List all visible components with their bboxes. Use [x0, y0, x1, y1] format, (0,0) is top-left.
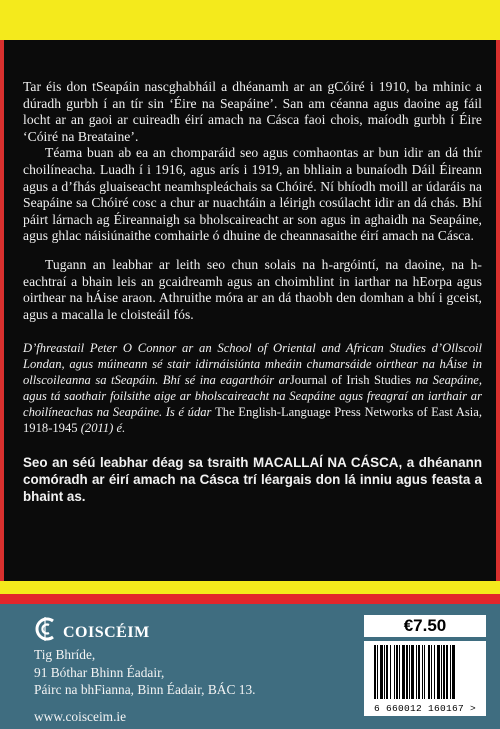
address-line: Tig Bhríde,: [34, 647, 96, 662]
bio-part-a: D’fhreastail Peter O Connor ar an School of Oriental and African Studies d’Ollscoil Londan, agus múineann sé stair idirnáisiúnta mheáin chumarsáide oirthear na hÁise in ollscoileanna sa tSeapáin. Bhí sé ina eagarthóir ar: [23, 341, 482, 388]
publisher-name: COISCÉIM: [63, 624, 150, 641]
author-bio: [23, 340, 482, 436]
address-line: Páirc na bhFianna, Binn Éadair, BÁC 13.: [34, 682, 256, 697]
bio-book-title: The English-Language Press Networks of East Asia, 1918-1945: [23, 405, 482, 436]
barcode-bars-icon: [374, 645, 476, 699]
bio-journal-title: Journal of Irish Studies: [289, 373, 412, 388]
bottom-yellow-band: [0, 581, 500, 594]
blurb: [23, 79, 482, 519]
red-band: [0, 594, 500, 604]
right-red-edge: [496, 40, 500, 581]
paragraph-2: Téama buan ab ea an chomparáid seo agus comhaontas ar bun idir an dá thír choilíneacha. Luadh í i 1916, agus arís i 1919, an bhliain a bunaíodh Dáil Éireann agus a d’fhás gluaiseacht neamhspleáchais sa Chóiré. Ní bhíodh moill ar údaráis na Seapáine sa Chóiré cosc a chur ar nuachtáin a léirigh cosúlacht idir an dá chás. Bhí páirt lárnach ag Éireannaigh sa bholscaireacht ar son agus in aghaidh na Seapáine, agus ghlac náisiúnaithe comhairle ó dhuine de cheannasaithe éirí amach na Cásca.: [23, 145, 482, 244]
publisher-website[interactable]: www.coisceim.ie: [34, 709, 127, 724]
paragraph-3: Tugann an leabhar ar leith seo chun solais na h-argóintí, na daoine, na h-eachtraí a bhain leis an gcaidreamh agus an choimhlint in iarthar na hEorpa agus oirthear na hÁise araon. Athruithe móra ar an dá thaobh den domhan a bhí i gceist, agus a macalla le cloisteáil fós.: [23, 256, 482, 322]
publisher-address: [34, 646, 256, 699]
bio-part-e: (2011) é.: [80, 421, 126, 436]
paragraph-1: Tar éis don tSeapáin nascghabháil a dhéanamh ar an gCóiré i 1910, ba mhinic a dúradh gurbh í an tír sin ‘Éire na Seapáine’. San am céanna agus daoine ag fáil locht ar an gaoi ar cuireadh éirí amach na Cásca faoi chois, maíodh gurbh í Éire ‘Cóiré na Breataine’.: [23, 79, 482, 144]
barcode-number: 6 660012 160167 >: [373, 703, 476, 714]
price-label: €7.50: [364, 615, 486, 637]
series-note: Seo an séú leabhar déag sa tsraith MACALLAÍ NA CÁSCA, a dhéanann comóradh ar éirí amach na Cásca trí léargais don lá inniu agus feasta a bhaint as.: [23, 455, 482, 505]
address-line: 91 Bóthar Bhinn Éadair,: [34, 664, 165, 680]
bio-part-c: na Seapáine, agus tá saothair foilsithe aige ar bholscaireacht na Seapáine agus freagraí an iarthair ar choilíneachas na Seapáine. Is é údar: [23, 373, 482, 420]
barcode: [364, 641, 486, 716]
top-yellow-band: [0, 0, 500, 40]
coisceim-logo-icon: [32, 615, 58, 643]
left-red-edge: [0, 40, 4, 581]
